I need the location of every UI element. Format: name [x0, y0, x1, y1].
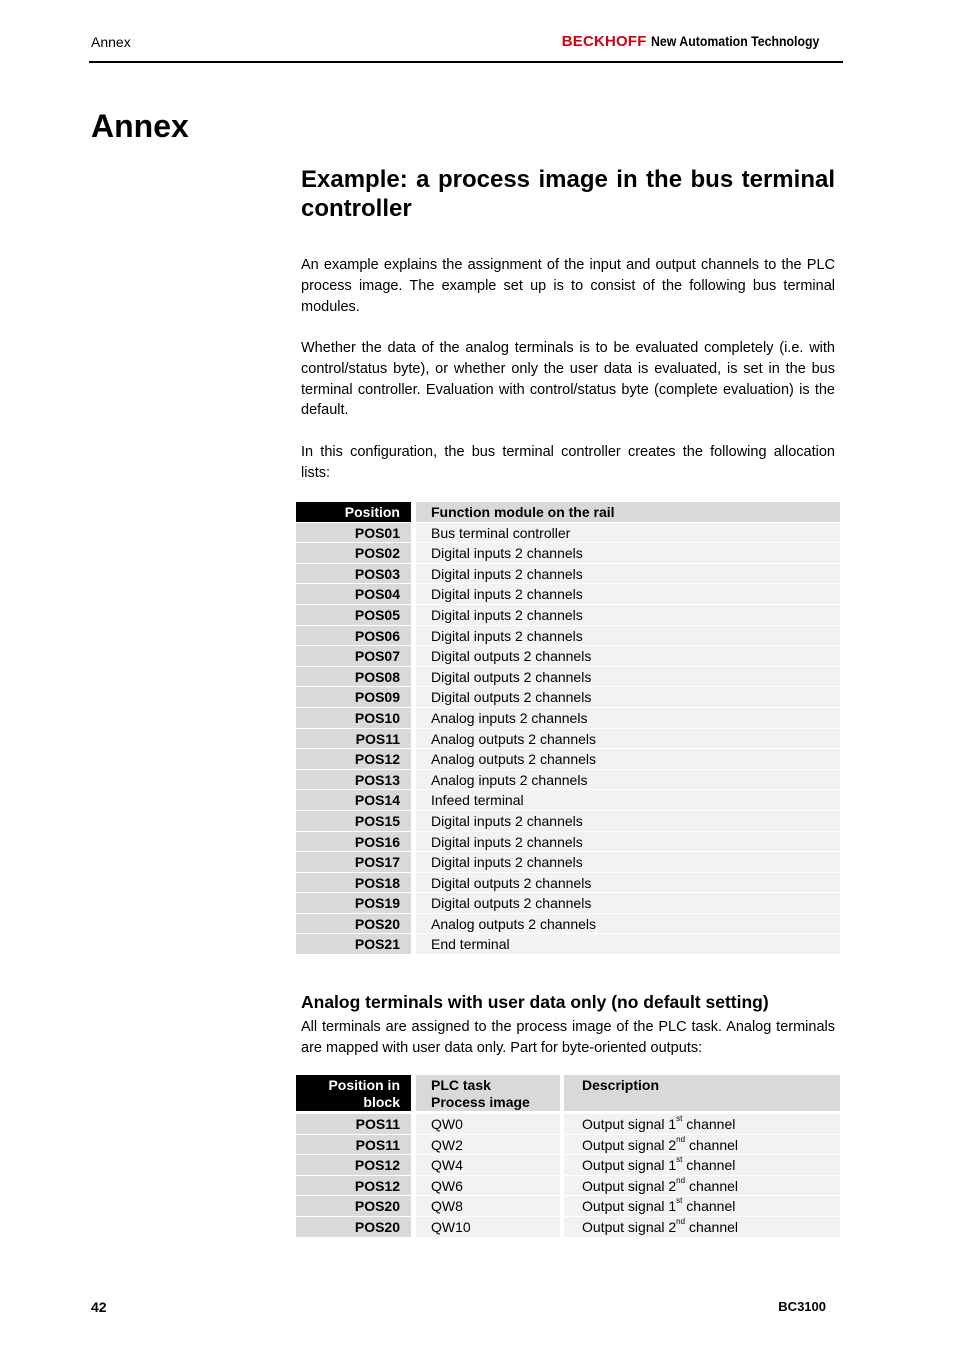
position-cell: POS14: [296, 790, 416, 811]
description-cell: [564, 1176, 840, 1197]
table-row: [296, 564, 840, 585]
function-cell: Infeed terminal: [416, 790, 840, 811]
function-cell: Digital inputs 2 channels: [416, 852, 840, 873]
function-cell: Digital inputs 2 channels: [416, 564, 840, 585]
description-text: Output signal 1: [582, 1157, 677, 1174]
position-cell: POS07: [296, 646, 416, 667]
position-cell: POS10: [296, 708, 416, 729]
function-cell: Analog outputs 2 channels: [416, 914, 840, 935]
table-header-row: [296, 1075, 840, 1114]
position-cell: POS20: [296, 1196, 416, 1217]
function-cell: Digital outputs 2 channels: [416, 646, 840, 667]
function-cell: Digital outputs 2 channels: [416, 687, 840, 708]
table-row: [296, 605, 840, 626]
column-header-plc-task: [416, 1075, 564, 1114]
table-row: [296, 708, 840, 729]
table-row: [296, 832, 840, 853]
header-line: Position in: [328, 1077, 400, 1093]
position-cell: POS17: [296, 852, 416, 873]
table-row: [296, 1196, 840, 1217]
table-row: [296, 523, 840, 544]
header-line: PLC task: [431, 1077, 491, 1093]
position-cell: POS16: [296, 832, 416, 853]
position-cell: POS20: [296, 914, 416, 935]
description-tail: channel: [682, 1116, 736, 1132]
description-tail: channel: [685, 1177, 739, 1194]
table-row: [296, 749, 840, 770]
brand-tagline: New Automation Technology: [650, 33, 820, 49]
process-image-table: [296, 1075, 840, 1238]
table-header-row: [296, 502, 840, 523]
page-title: Annex: [91, 108, 189, 144]
description-text: Output signal 2: [582, 1136, 677, 1153]
position-cell: POS09: [296, 687, 416, 708]
ordinal-suffix: nd: [676, 1216, 686, 1226]
column-header-position-in-block: [296, 1075, 416, 1114]
header-line: Process image: [431, 1094, 530, 1110]
document-id: BC3100: [778, 1299, 826, 1314]
subsection-paragraph: All terminals are assigned to the process image of the PLC task. Analog terminals are mapped with user data only. Part for byte-oriented outputs:: [301, 1019, 835, 1056]
column-header-function: Function module on the rail: [416, 502, 840, 523]
function-cell: Digital inputs 2 channels: [416, 832, 840, 853]
position-cell: POS13: [296, 770, 416, 791]
table-row: [296, 893, 840, 914]
position-cell: POS11: [296, 1135, 416, 1156]
subsection-heading: Analog terminals with user data only (no default setting): [301, 992, 769, 1012]
ordinal-suffix: nd: [676, 1175, 686, 1185]
header-line: block: [363, 1094, 400, 1110]
table-row: [296, 852, 840, 873]
position-cell: POS04: [296, 584, 416, 605]
position-cell: POS18: [296, 873, 416, 894]
function-cell: Digital outputs 2 channels: [416, 873, 840, 894]
table-row: [296, 1155, 840, 1176]
column-header-description: Description: [564, 1075, 840, 1114]
description-text: Output signal 2: [582, 1177, 677, 1194]
position-cell: POS15: [296, 811, 416, 832]
table-row: [296, 1217, 840, 1238]
table-row: [296, 770, 840, 791]
position-cell: POS11: [296, 1114, 416, 1135]
process-image-cell: QW4: [416, 1155, 564, 1176]
section-heading: Example: a process image in the bus terminal controller: [301, 166, 835, 222]
table-row: [296, 667, 840, 688]
function-cell: Digital inputs 2 channels: [416, 543, 840, 564]
table-row: [296, 914, 840, 935]
function-cell: Bus terminal controller: [416, 523, 840, 544]
table-row: [296, 543, 840, 564]
brand-logo: BECKHOFF: [561, 33, 647, 50]
position-cell: POS21: [296, 934, 416, 955]
description-cell: [564, 1114, 840, 1135]
function-cell: Analog inputs 2 channels: [416, 708, 840, 729]
position-cell: POS08: [296, 667, 416, 688]
function-cell: Digital inputs 2 channels: [416, 584, 840, 605]
position-cell: POS06: [296, 626, 416, 647]
table-row: [296, 687, 840, 708]
description-text: Output signal 1: [582, 1116, 677, 1132]
table-row: [296, 934, 840, 955]
position-cell: POS02: [296, 543, 416, 564]
ordinal-suffix: st: [676, 1155, 683, 1165]
page-number: 42: [91, 1299, 107, 1315]
function-cell: Digital inputs 2 channels: [416, 605, 840, 626]
table-row: [296, 729, 840, 750]
description-tail: channel: [685, 1136, 739, 1153]
process-image-cell: QW0: [416, 1114, 564, 1135]
allocation-paragraph: In this configuration, the bus terminal controller creates the following allocation lists:: [301, 444, 835, 481]
function-cell: Digital outputs 2 channels: [416, 893, 840, 914]
header-rule: [89, 61, 843, 63]
table-row: [296, 646, 840, 667]
table-row: [296, 873, 840, 894]
process-image-cell: QW6: [416, 1176, 564, 1197]
position-cell: POS12: [296, 749, 416, 770]
description-tail: channel: [682, 1198, 736, 1215]
description-text: Output signal 2: [582, 1218, 677, 1235]
function-cell: Digital outputs 2 channels: [416, 667, 840, 688]
evaluation-paragraph: Whether the data of the analog terminals is to be evaluated completely (i.e. with control/status byte), or whether only the user data is evaluated, is set in the bus terminal controller. Evaluation with control/status byte (complete evaluation) is the default.: [301, 340, 835, 419]
module-position-table: [296, 502, 840, 955]
table-row: [296, 790, 840, 811]
description-tail: channel: [685, 1218, 739, 1235]
table-row: [296, 1176, 840, 1197]
function-cell: Digital inputs 2 channels: [416, 626, 840, 647]
ordinal-suffix: st: [676, 1196, 683, 1206]
description-cell: [564, 1135, 840, 1156]
intro-paragraph: An example explains the assignment of the input and output channels to the PLC process image. The example set up is to consist of the following bus terminal modules.: [301, 257, 835, 315]
table-row: [296, 584, 840, 605]
position-cell: POS20: [296, 1217, 416, 1238]
description-cell: [564, 1196, 840, 1217]
position-cell: POS12: [296, 1176, 416, 1197]
running-header-section: Annex: [91, 34, 131, 50]
description-cell: [564, 1217, 840, 1238]
column-header-position: Position: [296, 502, 416, 523]
table-row: [296, 811, 840, 832]
process-image-cell: QW2: [416, 1135, 564, 1156]
process-image-cell: QW10: [416, 1217, 564, 1238]
position-cell: POS19: [296, 893, 416, 914]
table-row: [296, 626, 840, 647]
brand-header: [562, 33, 842, 50]
position-cell: POS12: [296, 1155, 416, 1176]
table-row: [296, 1135, 840, 1156]
function-cell: Analog outputs 2 channels: [416, 749, 840, 770]
description-text: Output signal 1: [582, 1198, 677, 1215]
description-tail: channel: [682, 1157, 736, 1174]
position-cell: POS03: [296, 564, 416, 585]
function-cell: Digital inputs 2 channels: [416, 811, 840, 832]
ordinal-suffix: nd: [676, 1134, 686, 1144]
function-cell: End terminal: [416, 934, 840, 955]
ordinal-suffix: st: [676, 1114, 683, 1123]
position-cell: POS05: [296, 605, 416, 626]
position-cell: POS01: [296, 523, 416, 544]
table-row: [296, 1114, 840, 1135]
process-image-cell: QW8: [416, 1196, 564, 1217]
function-cell: Analog outputs 2 channels: [416, 729, 840, 750]
description-cell: [564, 1155, 840, 1176]
function-cell: Analog inputs 2 channels: [416, 770, 840, 791]
position-cell: POS11: [296, 729, 416, 750]
